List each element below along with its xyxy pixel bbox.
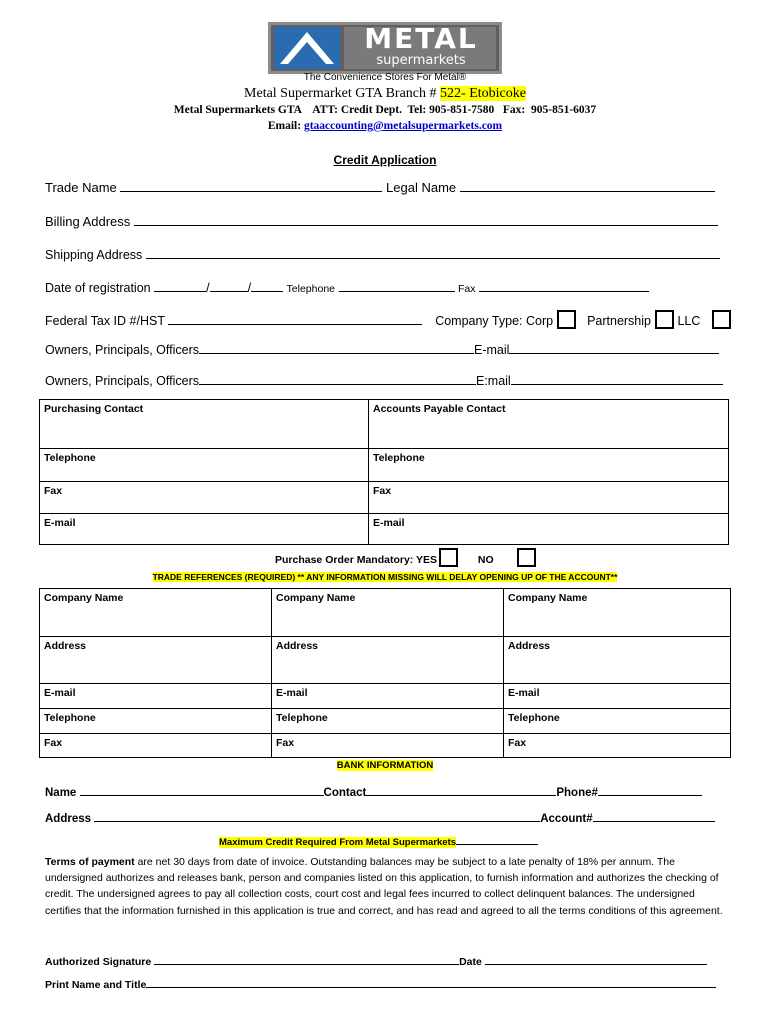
ref1-address-label: Address xyxy=(44,640,87,652)
logo-word-bottom: supermarkets xyxy=(376,53,466,68)
trade-name-row xyxy=(45,179,715,195)
bank-name-row xyxy=(45,783,702,799)
corp-label: Corp xyxy=(526,314,554,328)
purchasing-email-label: E-mail xyxy=(44,517,76,529)
bank-contact-field[interactable] xyxy=(366,783,556,796)
purchasing-telephone-label: Telephone xyxy=(44,452,96,464)
ref2-fax-cell[interactable] xyxy=(272,734,504,758)
payable-contact-label: Accounts Payable Contact xyxy=(373,403,506,415)
purchasing-fax-cell[interactable] xyxy=(40,482,369,514)
owners-email-field-1[interactable] xyxy=(509,341,719,354)
registration-month-field[interactable] xyxy=(210,279,248,292)
payable-email-label: E-mail xyxy=(373,517,405,529)
company-type-label: Company Type: xyxy=(435,314,523,328)
bank-phone-field[interactable] xyxy=(598,783,702,796)
payable-email-cell[interactable] xyxy=(369,514,729,545)
email-link[interactable]: gtaaccounting@metalsupermarkets.com xyxy=(303,120,503,132)
terms-lead: Terms of payment xyxy=(45,856,135,868)
partnership-label: Partnership xyxy=(587,314,651,328)
date-of-registration-label: Date of registration xyxy=(45,281,151,295)
ref2-telephone-cell[interactable] xyxy=(272,709,504,734)
trade-references-text: TRADE REFERENCES (REQUIRED) ** ANY INFORMATION MISSING WILL DELAY OPENING UP OF THE ACCOUNT** xyxy=(152,572,618,582)
ref2-company-cell[interactable] xyxy=(272,589,504,637)
ref3-email-label: E-mail xyxy=(508,687,540,699)
shipping-address-field[interactable] xyxy=(146,246,720,259)
bank-account-field[interactable] xyxy=(593,809,715,822)
bank-name-label: Name xyxy=(45,787,77,799)
ref1-fax-label: Fax xyxy=(44,737,63,749)
telephone-label: Telephone xyxy=(286,283,336,295)
ref1-email-cell[interactable] xyxy=(40,684,272,709)
ref2-fax-label: Fax xyxy=(276,737,295,749)
ref3-company-cell[interactable] xyxy=(504,589,731,637)
bank-address-row xyxy=(45,809,715,825)
partnership-checkbox[interactable] xyxy=(655,310,674,329)
owners-label-1: Owners, Principals, Officers xyxy=(45,343,199,357)
po-no-label: NO xyxy=(477,554,494,566)
owners-label-2: Owners, Principals, Officers xyxy=(45,374,199,388)
purchase-order-row xyxy=(275,548,536,567)
ref2-address-cell[interactable] xyxy=(272,637,504,684)
registration-day-field[interactable] xyxy=(154,279,206,292)
registration-row xyxy=(45,279,649,295)
bank-heading-text: BANK INFORMATION xyxy=(336,760,434,771)
llc-checkbox[interactable] xyxy=(712,310,731,329)
owners-row-1 xyxy=(45,341,719,357)
payable-contact-cell[interactable] xyxy=(369,400,729,449)
bank-address-field[interactable] xyxy=(94,809,540,822)
ref3-fax-label: Fax xyxy=(508,737,527,749)
branch-prefix: Metal Supermarket GTA Branch # xyxy=(244,86,437,101)
trade-name-label: Trade Name xyxy=(45,180,117,195)
fax-label: Fax xyxy=(457,283,476,295)
bank-contact-label: Contact xyxy=(323,787,367,799)
signature-row xyxy=(45,952,707,968)
trade-name-field[interactable] xyxy=(120,179,382,192)
bank-phone-label: Phone# xyxy=(556,787,598,799)
trade-references-notice xyxy=(0,572,770,582)
registration-year-field[interactable] xyxy=(251,279,283,292)
shipping-address-row xyxy=(45,246,720,262)
federal-tax-field[interactable] xyxy=(168,312,422,325)
ref3-telephone-cell[interactable] xyxy=(504,709,731,734)
email-label: Email: xyxy=(267,120,302,132)
authorized-signature-field[interactable] xyxy=(154,952,459,965)
owners-field-1[interactable] xyxy=(199,341,474,354)
legal-name-label: Legal Name xyxy=(386,180,457,195)
shipping-address-label: Shipping Address xyxy=(45,248,143,262)
page-title: Credit Application xyxy=(333,153,437,167)
po-yes-checkbox[interactable] xyxy=(439,548,458,567)
max-credit-row xyxy=(219,834,538,848)
print-name-row xyxy=(45,975,716,991)
ref1-company-label: Company Name xyxy=(44,592,124,604)
ref3-email-cell[interactable] xyxy=(504,684,731,709)
payable-telephone-cell[interactable] xyxy=(369,449,729,482)
ref1-company-cell[interactable] xyxy=(40,589,272,637)
ref2-email-label: E-mail xyxy=(276,687,308,699)
print-name-label: Print Name and Title xyxy=(45,979,147,991)
max-credit-label: Maximum Credit Required From Metal Supermarkets xyxy=(219,837,457,848)
corp-checkbox[interactable] xyxy=(557,310,576,329)
ref1-telephone-label: Telephone xyxy=(44,712,96,724)
llc-label: LLC xyxy=(677,314,701,328)
purchasing-contact-label: Purchasing Contact xyxy=(44,403,144,415)
purchase-order-label: Purchase Order Mandatory: YES xyxy=(275,554,438,566)
print-name-field[interactable] xyxy=(146,975,716,988)
billing-address-field[interactable] xyxy=(134,213,718,226)
ref2-telephone-label: Telephone xyxy=(276,712,328,724)
ref3-telephone-label: Telephone xyxy=(508,712,560,724)
logo-word-top: METAL xyxy=(364,22,478,55)
payable-fax-label: Fax xyxy=(373,485,392,497)
authorized-signature-label: Authorized Signature xyxy=(45,956,152,968)
date-slash-2: / xyxy=(247,281,252,295)
logo-tagline: The Convenience Stores For Metal® xyxy=(303,72,467,83)
contact-line: Metal Supermarkets GTA ATT: Credit Dept. Tel: 905-851-7580 Fax: 905-851-6037 xyxy=(173,104,597,116)
date-slash-1: / xyxy=(206,281,210,295)
ref3-address-cell[interactable] xyxy=(504,637,731,684)
trade-references-table xyxy=(39,588,731,758)
bank-heading xyxy=(0,760,770,771)
owners-email-label-1: E-mail xyxy=(473,343,510,357)
ref1-address-cell[interactable] xyxy=(40,637,272,684)
signature-date-label: Date xyxy=(459,956,482,968)
bank-name-field[interactable] xyxy=(80,783,324,796)
ref2-email-cell[interactable] xyxy=(272,684,504,709)
fax-field[interactable] xyxy=(479,279,649,292)
branch-highlight: 522- Etobicoke xyxy=(440,86,526,101)
terms-body: are net 30 days from date of invoice. Outstanding balances may be subject to a late penalty of 18% per annum. The undersigned authorizes and releases bank, person and companies listed on this application, to furnish information and authorizes the checking of credit. The undersigned agrees to pay all collection costs, court cost and legal fees incurred to collect delinquent balances. The undersigned certifies that the information furnished in this application is true and correct, and has read and agreed to all the terms conditions of this agreement. xyxy=(45,856,723,917)
ref1-fax-cell[interactable] xyxy=(40,734,272,758)
max-credit-field[interactable] xyxy=(456,834,538,845)
email-line xyxy=(0,120,770,132)
purchasing-fax-label: Fax xyxy=(44,485,63,497)
ref2-company-label: Company Name xyxy=(276,592,356,604)
owners-email-field-2[interactable] xyxy=(511,372,723,385)
federal-tax-label: Federal Tax ID #/HST xyxy=(45,314,165,328)
purchasing-email-cell[interactable] xyxy=(40,514,369,545)
billing-address-label: Billing Address xyxy=(45,214,131,229)
owners-email-label-2: E:mail xyxy=(475,374,511,388)
ref1-telephone-cell[interactable] xyxy=(40,709,272,734)
ref3-address-label: Address xyxy=(508,640,551,652)
purchasing-telephone-cell[interactable] xyxy=(40,449,369,482)
metal-supermarkets-logo xyxy=(268,22,502,74)
po-no-checkbox[interactable] xyxy=(517,548,536,567)
signature-date-field[interactable] xyxy=(485,952,707,965)
payable-fax-cell[interactable] xyxy=(369,482,729,514)
contacts-table xyxy=(39,399,729,545)
legal-name-field[interactable] xyxy=(460,179,715,192)
owners-field-2[interactable] xyxy=(199,372,476,385)
terms-paragraph xyxy=(45,854,731,919)
ref2-address-label: Address xyxy=(276,640,319,652)
ref3-company-label: Company Name xyxy=(508,592,588,604)
ref3-fax-cell[interactable] xyxy=(504,734,731,758)
payable-telephone-label: Telephone xyxy=(373,452,425,464)
federal-tax-row xyxy=(45,310,731,329)
bank-address-label: Address xyxy=(45,813,92,825)
ref1-email-label: E-mail xyxy=(44,687,76,699)
bank-account-label: Account# xyxy=(540,813,593,825)
branch-line xyxy=(0,86,770,102)
billing-address-row xyxy=(45,213,718,229)
telephone-field[interactable] xyxy=(339,279,455,292)
purchasing-contact-cell[interactable] xyxy=(40,400,369,449)
owners-row-2 xyxy=(45,372,723,388)
